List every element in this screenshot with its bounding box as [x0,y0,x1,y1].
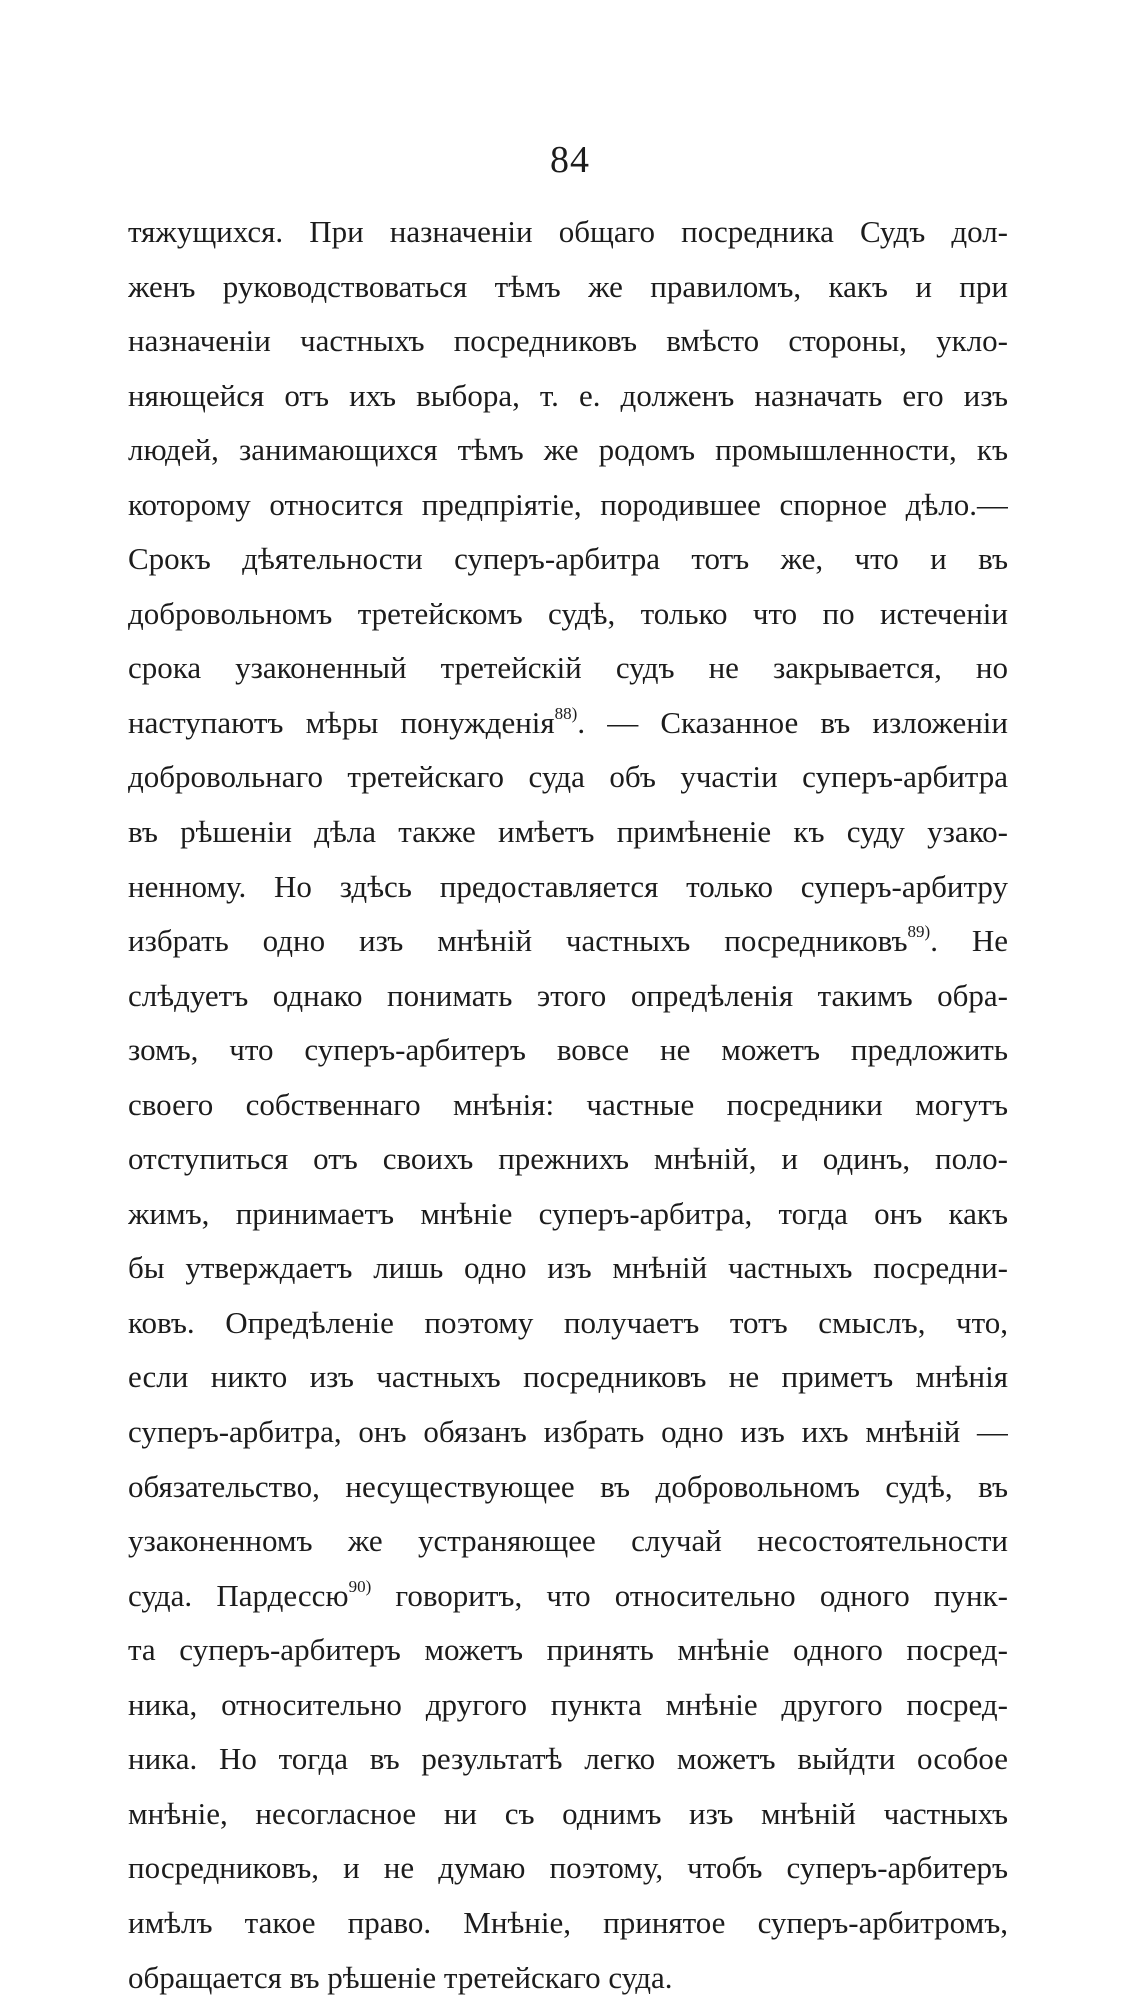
text-line: срока узаконенный третейскій судъ не закрывается, но [128,641,1008,696]
text-line: людей, занимающихся тѣмъ же родомъ промышленности, къ [128,423,1008,478]
page-number: 84 [0,138,1140,182]
line-text: наступаютъ мѣры понужденія [128,705,555,740]
footnote-reference: 90) [349,1577,372,1596]
text-line: Срокъ дѣятельности суперъ-арбитра тотъ же, что и въ [128,532,1008,587]
text-line: которому относится предпріятіе, породившее спорное дѣло.— [128,478,1008,533]
text-line: добровольномъ третейскомъ судѣ, только что по истеченіи [128,587,1008,642]
text-line: слѣдуетъ однако понимать этого опредѣленія такимъ обра- [128,969,1008,1024]
line-text: суда. Пардессю [128,1578,349,1613]
text-line [128,914,1008,969]
text-line: имѣлъ такое право. Мнѣніе, принятое суперъ-арбитромъ, [128,1896,1008,1951]
text-line: обращается въ рѣшеніе третейскаго суда. [128,1951,1008,2005]
body-text [128,205,1008,2005]
text-line: посредниковъ, и не думаю поэтому, чтобъ суперъ-арбитеръ [128,1841,1008,1896]
text-line: няющейся отъ ихъ выбора, т. е. долженъ назначать его изъ [128,369,1008,424]
text-line: ника, относительно другого пункта мнѣніе другого посред- [128,1678,1008,1733]
line-text: избрать одно изъ мнѣній частныхъ посредниковъ [128,923,908,958]
text-line: зомъ, что суперъ-арбитеръ вовсе не можетъ предложить [128,1023,1008,1078]
text-line: ковъ. Опредѣленіе поэтому получаетъ тотъ смыслъ, что, [128,1296,1008,1351]
line-text-continuation: . Не [930,923,1008,958]
footnote-reference: 89) [908,922,931,941]
text-line: своего собственнаго мнѣнія: частные посредники могутъ [128,1078,1008,1133]
text-line: суперъ-арбитра, онъ обязанъ избрать одно изъ ихъ мнѣній — [128,1405,1008,1460]
footnote-reference: 88) [555,704,578,723]
text-line: та суперъ-арбитеръ можетъ принять мнѣніе одного посред- [128,1623,1008,1678]
text-line: женъ руководствоваться тѣмъ же правиломъ, какъ и при [128,260,1008,315]
text-line: обязательство, несуществующее въ добровольномъ судѣ, въ [128,1460,1008,1515]
text-line: ника. Но тогда въ результатѣ легко можетъ выйдти особое [128,1732,1008,1787]
text-line [128,696,1008,751]
text-line: если никто изъ частныхъ посредниковъ не приметъ мнѣнія [128,1350,1008,1405]
line-text-continuation: . — Сказанное въ изложеніи [577,705,1008,740]
text-line: бы утверждаетъ лишь одно изъ мнѣній частныхъ посредни- [128,1241,1008,1296]
text-line: мнѣніе, несогласное ни съ однимъ изъ мнѣній частныхъ [128,1787,1008,1842]
text-line: добровольнаго третейскаго суда объ участіи суперъ-арбитра [128,750,1008,805]
text-line: отступиться отъ своихъ прежнихъ мнѣній, и одинъ, поло- [128,1132,1008,1187]
text-line: въ рѣшеніи дѣла также имѣетъ примѣненіе къ суду узако- [128,805,1008,860]
text-line: жимъ, принимаетъ мнѣніе суперъ-арбитра, тогда онъ какъ [128,1187,1008,1242]
text-line [128,1569,1008,1624]
text-line: тяжущихся. При назначеніи общаго посредника Судъ дол- [128,205,1008,260]
text-line: назначеніи частныхъ посредниковъ вмѣсто стороны, укло- [128,314,1008,369]
text-line: ненному. Но здѣсь предоставляется только суперъ-арбитру [128,860,1008,915]
line-text-continuation: говоритъ, что относительно одного пунк- [371,1578,1008,1613]
text-line: узаконенномъ же устраняющее случай несостоятельности [128,1514,1008,1569]
